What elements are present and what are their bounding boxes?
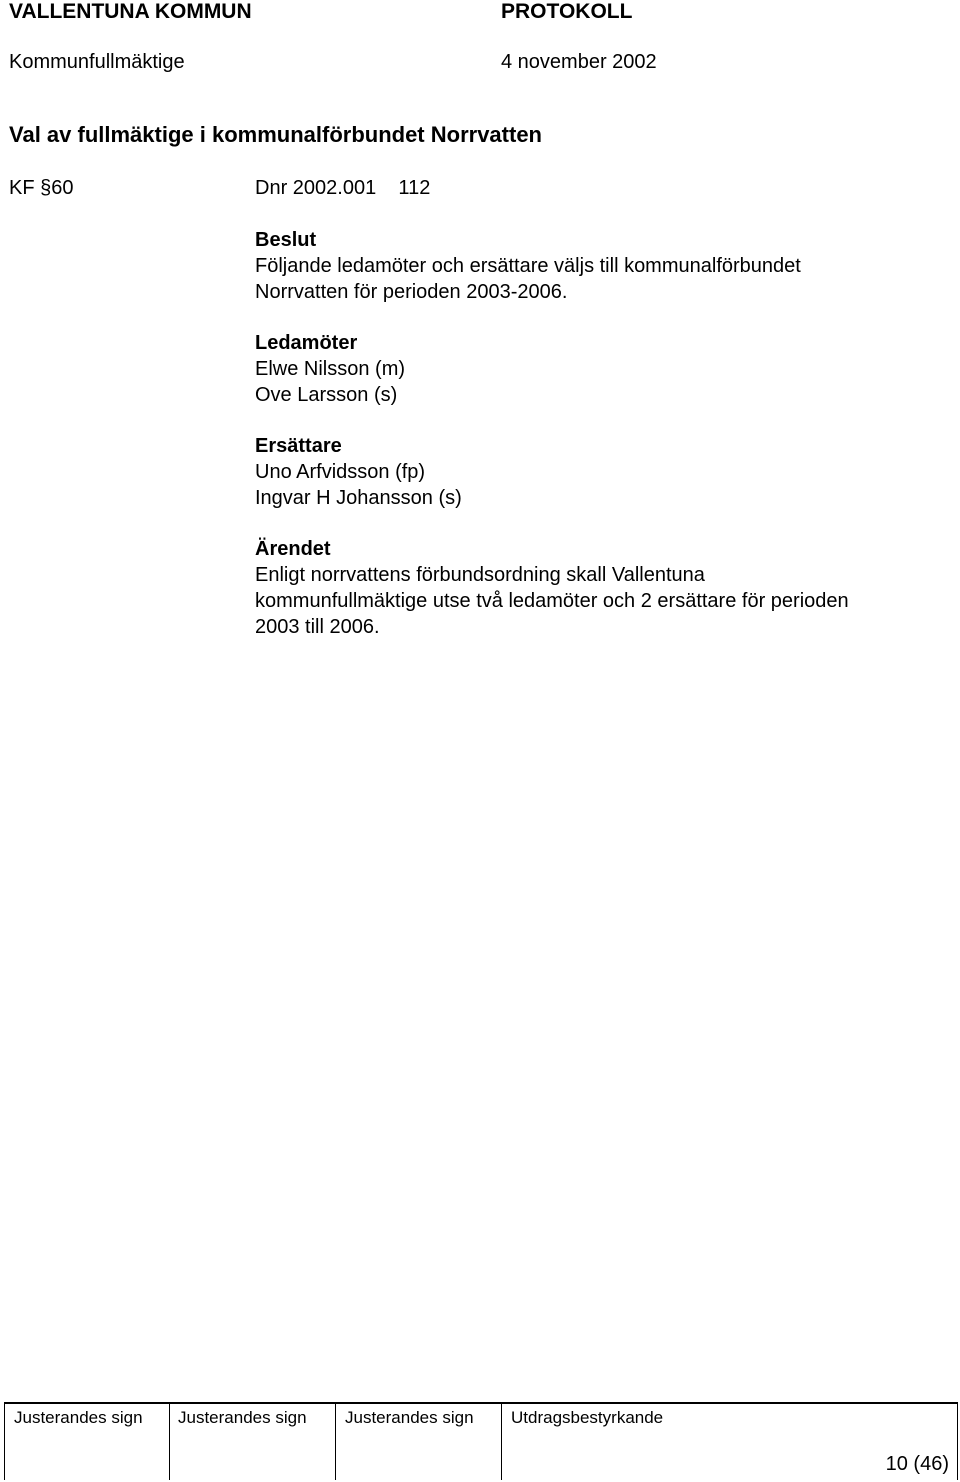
signature-footer: [4, 1402, 958, 1482]
organization-name: VALLENTUNA KOMMUN: [9, 0, 252, 23]
paragraph-number: KF §60: [9, 177, 74, 199]
ersattare-section: [255, 433, 955, 511]
beslut-heading: Beslut: [255, 229, 317, 251]
arendet-heading: Ärendet: [255, 538, 331, 560]
arendet-line: kommunfullmäktige utse två ledamöter och 2 ersättare för perioden: [255, 590, 849, 612]
meeting-body: Kommunfullmäktige: [9, 51, 185, 73]
beslut-line: Följande ledamöter och ersättare väljs till kommunalförbundet: [255, 255, 801, 277]
member-item: Ove Larsson (s): [255, 384, 398, 406]
signature-label: Justerandes sign: [178, 1408, 307, 1427]
ledamoter-section: [255, 330, 955, 408]
substitute-item: Ingvar H Johansson (s): [255, 487, 462, 509]
arendet-line: Enligt norrvattens förbundsordning skall Vallentuna: [255, 564, 705, 586]
document-type: PROTOKOLL: [501, 0, 633, 23]
page-number: 10 (46): [885, 1453, 949, 1475]
beslut-line: Norrvatten för perioden 2003-2006.: [255, 281, 568, 303]
meeting-date: 4 november 2002: [501, 51, 657, 73]
signature-cell: [4, 1404, 170, 1480]
signature-label: Justerandes sign: [345, 1408, 474, 1427]
protocol-content: [255, 227, 955, 665]
diary-number: Dnr 2002.001 112: [255, 177, 431, 199]
signature-cell: [169, 1404, 336, 1480]
signature-label: Justerandes sign: [14, 1408, 143, 1427]
substitute-item: Uno Arfvidsson (fp): [255, 461, 426, 483]
arendet-section: [255, 536, 955, 640]
arendet-line: 2003 till 2006.: [255, 616, 380, 638]
certification-cell: [502, 1404, 958, 1480]
ersattare-heading: Ersättare: [255, 435, 342, 457]
certification-label: Utdragsbestyrkande: [511, 1408, 664, 1427]
beslut-section: [255, 227, 955, 305]
ledamoter-heading: Ledamöter: [255, 332, 358, 354]
document-title: Val av fullmäktige i kommunalförbundet Norrvatten: [9, 122, 542, 147]
signature-cell: [336, 1404, 502, 1480]
member-item: Elwe Nilsson (m): [255, 358, 406, 380]
